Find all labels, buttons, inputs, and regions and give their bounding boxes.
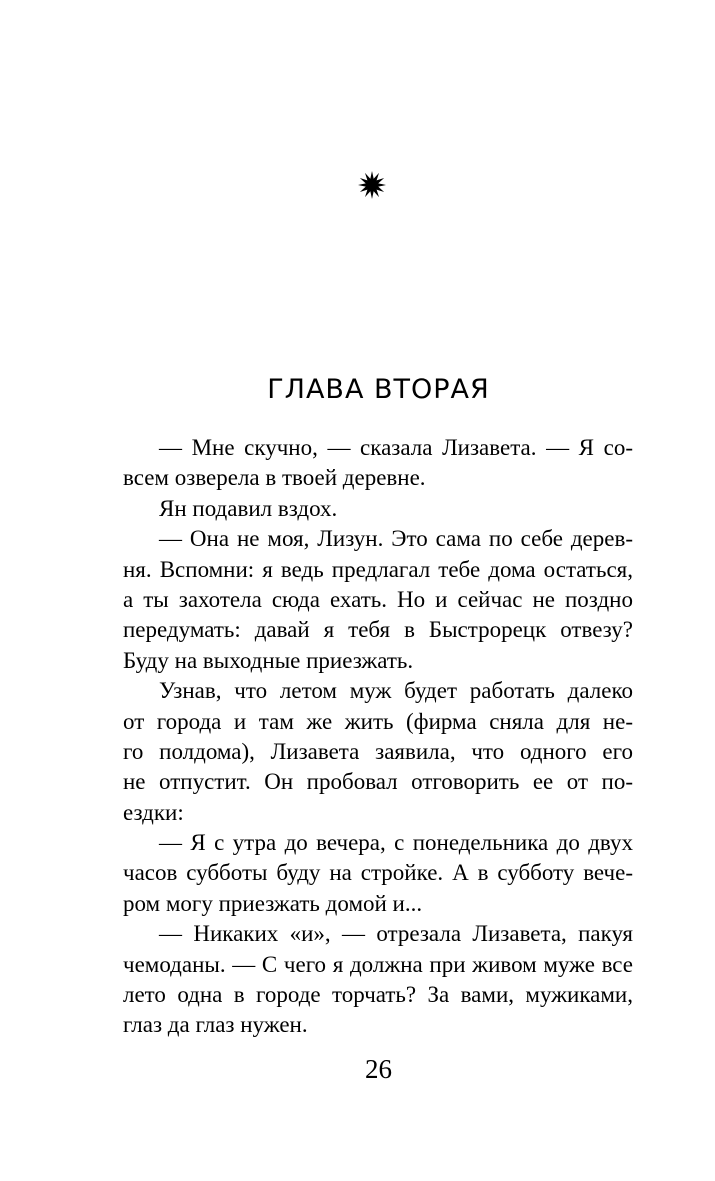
text-line: ром могу приезжать домой и... bbox=[123, 890, 423, 916]
text-line: Узнав, что летом муж будет работать далеко bbox=[159, 678, 633, 704]
text-line: чемоданы. — С чего я должна при живом муже все bbox=[123, 951, 633, 977]
text-line: а ты захотела сюда ехать. Но и сейчас не поздно bbox=[123, 586, 633, 612]
text-line: от города и там же жить (фирма сняла для не- bbox=[123, 708, 633, 734]
text-line: ездки: bbox=[123, 799, 184, 825]
body-text bbox=[123, 433, 633, 1041]
text-line: — Я с утра до вечера, с понедельника до двух bbox=[159, 830, 633, 856]
text-line: — Мне скучно, — сказала Лизавета. — Я со- bbox=[159, 435, 633, 460]
text-line: — Она не моя, Лизун. Это сама по себе дерев- bbox=[159, 526, 633, 552]
chapter-title: ГЛАВА ВТОРАЯ bbox=[267, 374, 490, 405]
text-line: Ян подавил вздох. bbox=[159, 495, 338, 521]
page-number: 26 bbox=[365, 1054, 392, 1084]
text-line: — Никаких «и», — отрезала Лизавета, пакуя bbox=[159, 921, 633, 947]
text-line: не отпустит. Он пробовал отговорить ее от по- bbox=[123, 769, 633, 795]
eight-pointed-star-icon bbox=[357, 170, 387, 200]
text-line: го полдома), Лизавета заявила, что одного его bbox=[123, 738, 633, 764]
text-line: лето одна в городе торчать? За вами, мужиками, bbox=[123, 982, 633, 1008]
text-line: часов субботы буду на стройке. А в субботу вече- bbox=[123, 860, 633, 886]
text-line: ня. Вспомни: я ведь предлагал тебе дома остаться, bbox=[123, 556, 633, 582]
text-line: Буду на выходные приезжать. bbox=[123, 647, 414, 673]
text-line: всем озверела в твоей деревне. bbox=[123, 465, 426, 491]
text-line: передумать: давай я тебя в Быстрорецк отвезу? bbox=[123, 617, 633, 643]
text-line: глаз да глаз нужен. bbox=[123, 1012, 308, 1038]
